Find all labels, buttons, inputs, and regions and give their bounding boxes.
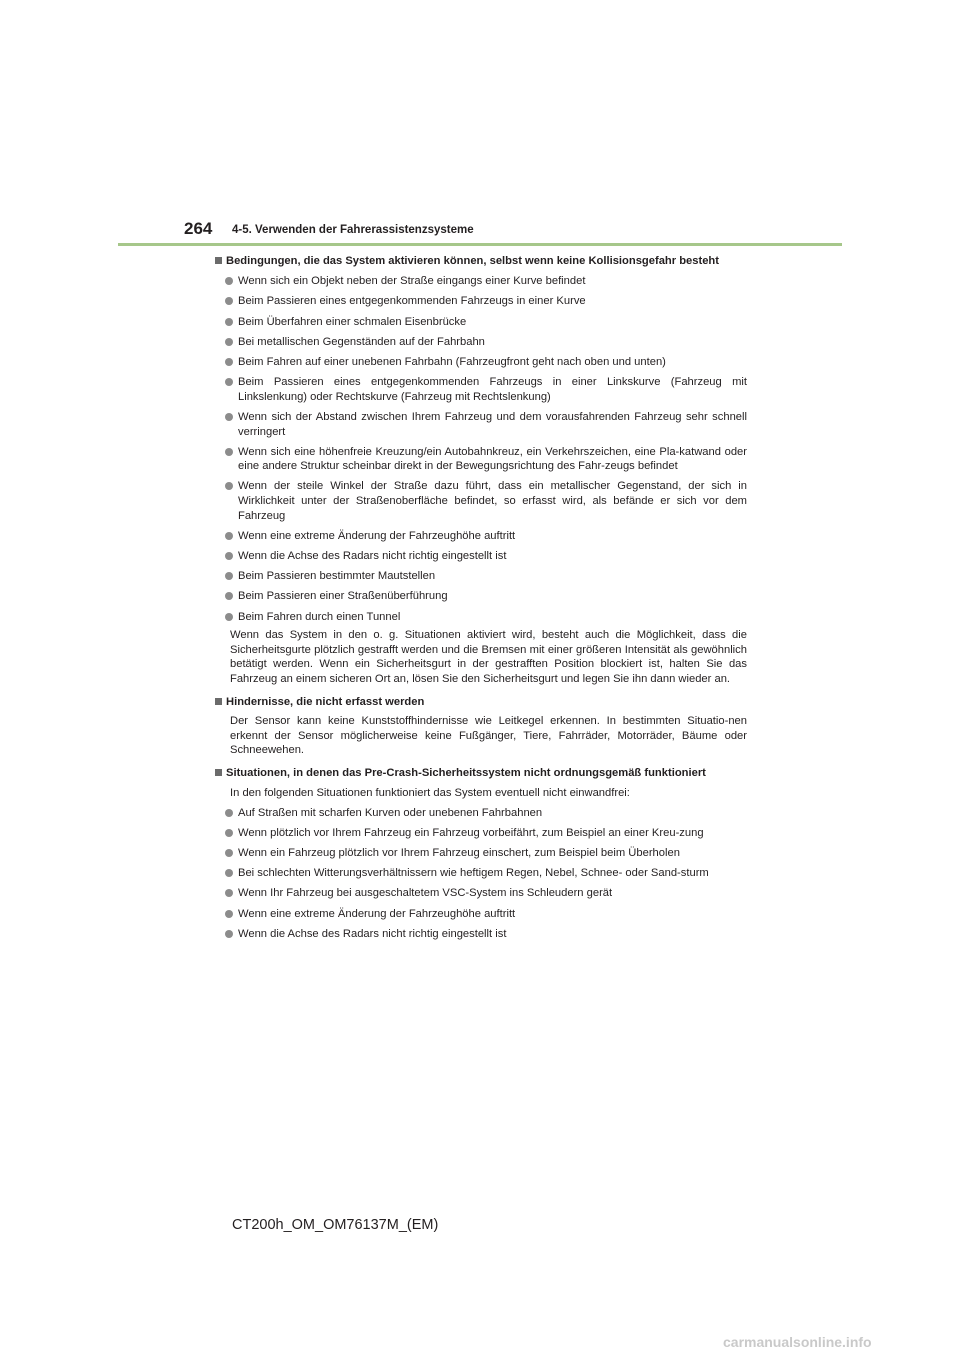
heading-text: Hindernisse, die nicht erfasst werden [226, 695, 425, 708]
list-item [215, 274, 747, 289]
bullet-icon [225, 358, 233, 366]
list-item [215, 355, 747, 370]
list-item [215, 826, 747, 841]
list-item-text: Bei schlechten Witterungsverhältnissern wie heftigem Regen, Nebel, Schnee- oder Sand-sturm [238, 867, 709, 880]
square-bullet-icon [215, 698, 222, 705]
paragraph: In den folgenden Situationen funktioniert das System eventuell nicht einwandfrei: [230, 786, 630, 799]
bullet-icon [225, 482, 233, 490]
heading-text: Situationen, in denen das Pre-Crash-Sicherheitssystem nicht ordnungsgemäß funktioniert [226, 766, 706, 779]
list-item [215, 335, 747, 350]
list-item-text: Beim Passieren einer Straßenüberführung [238, 590, 448, 603]
list-item [215, 569, 747, 584]
list-item [215, 927, 747, 942]
bullet-icon [225, 849, 233, 857]
list-item [215, 445, 747, 474]
list-item [215, 375, 747, 404]
footer-code: CT200h_OM_OM76137M_(EM) [232, 1217, 439, 1233]
bullet-icon [225, 572, 233, 580]
paragraph: Der Sensor kann keine Kunststoffhindernisse wie Leitkegel erkennen. In bestimmten Situatio-nen erkennt der Sensor möglicherweise keine Fußgänger, Tiere, Fahrräder, Motorräder, Bäume oder Schneewehen. [230, 715, 747, 757]
list-item-text: Beim Fahren auf einer unebenen Fahrbahn (Fahrzeugfront geht nach oben und unten) [238, 355, 666, 368]
watermark: carmanualsonline.info [723, 1334, 872, 1350]
bullet-icon [225, 809, 233, 817]
bullet-icon [225, 552, 233, 560]
list-item [215, 846, 747, 861]
list-item-text: Wenn plötzlich vor Ihrem Fahrzeug ein Fahrzeug vorbeifährt, zum Beispiel an einer Kreu-zung [238, 826, 704, 839]
list-item [215, 294, 747, 309]
list-item [215, 529, 747, 544]
list-item-text: Wenn eine extreme Änderung der Fahrzeughöhe auftritt [238, 907, 516, 920]
bullet-icon [225, 277, 233, 285]
page-content [215, 254, 747, 941]
list-item [215, 907, 747, 922]
bullet-icon [225, 930, 233, 938]
square-bullet-icon [215, 769, 222, 776]
list-item-text: Beim Passieren eines entgegenkommenden Fahrzeugs in einer Linkskurve (Fahrzeug mit Linkslenkung) oder Rechtskurve (Fahrzeug mit Rechtslenkung) [238, 376, 747, 403]
section-heading [215, 254, 747, 269]
list-item-text: Wenn die Achse des Radars nicht richtig eingestellt ist [238, 927, 507, 940]
list-item-text: Wenn ein Fahrzeug plötzlich vor Ihrem Fahrzeug einschert, zum Beispiel beim Überholen [238, 847, 680, 860]
section-title: 4-5. Verwenden der Fahrerassistenzsysteme [232, 224, 474, 236]
bullet-icon [225, 338, 233, 346]
list-item [215, 549, 747, 564]
list-item [215, 866, 747, 881]
bullet-icon [225, 532, 233, 540]
list-item [215, 410, 747, 439]
list-item [215, 886, 747, 901]
heading-text: Bedingungen, die das System aktivieren können, selbst wenn keine Kollisionsgefahr besteht [226, 255, 719, 267]
list-item-text: Wenn sich eine höhenfreie Kreuzung/ein Autobahnkreuz, ein Verkehrszeichen, eine Pla-katwand oder eine andere Struktur scheinbar direkt in der Bewegungsrichtung des Fahr-zeugs befindet [238, 445, 747, 473]
list-item-text: Wenn die Achse des Radars nicht richtig eingestellt ist [238, 550, 507, 563]
square-bullet-icon [215, 257, 222, 264]
header-rule [118, 243, 842, 246]
bullet-icon [225, 297, 233, 305]
bullet-icon [225, 910, 233, 918]
bullet-icon [225, 829, 233, 837]
page-number: 264 [184, 219, 213, 238]
list-item-text: Auf Straßen mit scharfen Kurven oder unebenen Fahrbahnen [238, 806, 543, 819]
list-item-text: Beim Fahren durch einen Tunnel [238, 610, 401, 623]
list-item-text: Beim Passieren eines entgegenkommenden Fahrzeugs in einer Kurve [238, 295, 586, 308]
list-item-text: Bei metallischen Gegenständen auf der Fahrbahn [238, 335, 485, 348]
list-item [215, 479, 747, 523]
bullet-icon [225, 613, 233, 621]
list-item-text: Beim Überfahren einer schmalen Eisenbrücke [238, 315, 467, 328]
list-item [215, 315, 747, 330]
list-item-text: Wenn sich der Abstand zwischen Ihrem Fahrzeug und dem vorausfahrenden Fahrzeug sehr schnell verringert [238, 410, 747, 438]
list-item [215, 589, 747, 604]
paragraph: Wenn das System in den o. g. Situationen aktiviert wird, besteht auch die Möglichkeit, dass die Sicherheitsgurte plötzlich gestrafft werden und die Bremsen mit einer größeren Intensität als gewöhnlich betätigt werden. Wenn ein Sicherheitsgurt in der gestrafften Position blockiert ist, halten Sie das Fahrzeug an einem sicheren Ort an, lösen Sie den Sicherheitsgurt und legen Sie ihn dann wieder an. [230, 629, 747, 685]
bullet-icon [225, 869, 233, 877]
section-heading [215, 695, 747, 710]
list-item-text: Beim Passieren bestimmter Mautstellen [238, 570, 436, 583]
bullet-icon [225, 448, 233, 456]
list-item [215, 610, 747, 625]
list-item-text: Wenn eine extreme Änderung der Fahrzeughöhe auftritt [238, 529, 516, 542]
bullet-icon [225, 889, 233, 897]
list-item-text: Wenn der steile Winkel der Straße dazu führt, dass ein metallischer Gegenstand, der sich in Wirklichkeit unter der Straßenoberfläche befindet, so erfasst wird, als befände er sich vor dem Fahrzeug [238, 480, 747, 522]
bullet-icon [225, 592, 233, 600]
list-item [215, 806, 747, 821]
section-heading [215, 766, 747, 781]
bullet-icon [225, 378, 233, 386]
list-item-text: Wenn Ihr Fahrzeug bei ausgeschaltetem VSC-System ins Schleudern gerät [238, 887, 613, 900]
list-item-text: Wenn sich ein Objekt neben der Straße eingangs einer Kurve befindet [238, 275, 586, 288]
bullet-icon [225, 318, 233, 326]
bullet-icon [225, 413, 233, 421]
